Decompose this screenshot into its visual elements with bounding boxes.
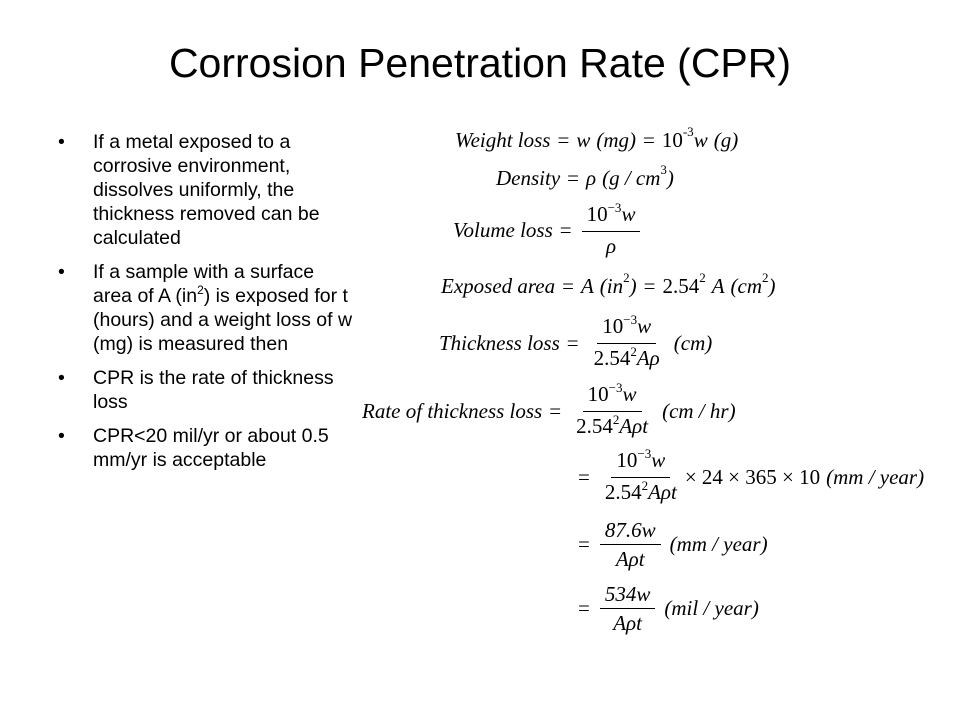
constant-conversion: 2.54 — [604, 480, 642, 504]
equals-sign: = — [559, 217, 572, 242]
bullet-superscript: 2 — [197, 282, 204, 297]
equals-sign: = — [578, 465, 590, 489]
fraction-denominator: Aρt — [615, 547, 645, 571]
constant-ten: 10 — [616, 448, 638, 472]
bullet-list — [58, 130, 358, 482]
exponent: −3 — [637, 446, 652, 461]
equals-sign: = — [557, 128, 570, 152]
fraction — [600, 518, 661, 571]
bullet-text: CPR<20 mil/yr or about 0.5 mm/yr is acceptable — [93, 425, 329, 471]
equation-volume-loss — [453, 202, 643, 258]
variable-A: A — [580, 274, 594, 298]
equation-mil-per-year — [571, 582, 759, 635]
denominator-variables: Aρ — [636, 346, 660, 370]
constant-ten: 10 — [586, 202, 608, 226]
bullet-marker: • — [58, 131, 65, 153]
fraction-numerator — [597, 314, 656, 344]
equation-mm-per-year — [571, 518, 768, 571]
unit-mg: (mg) — [596, 128, 636, 152]
unit-cm: (cm) — [673, 331, 713, 355]
equation-lhs: Exposed area — [441, 274, 556, 298]
variable-w: w — [637, 314, 652, 338]
bullet-item — [58, 424, 358, 472]
exponent: 2 — [612, 412, 620, 427]
variable-w: w — [651, 448, 666, 472]
unit-density-close: ) — [666, 166, 674, 190]
denominator-variables: Aρt — [619, 414, 649, 438]
constant-conversion: 2.54 — [593, 346, 631, 370]
variable-w: w — [621, 202, 636, 226]
fraction — [600, 582, 656, 635]
equation-lhs: Density — [496, 166, 561, 190]
conversion-factor: × 24 × 365 × 10 — [684, 465, 821, 489]
bullet-text: CPR is the rate of thickness loss — [93, 367, 334, 413]
equation-mm-per-year-expanded — [571, 448, 924, 507]
fraction — [571, 382, 653, 441]
unit-mil-per-year: (mil / year) — [664, 596, 759, 620]
equals-sign: = — [578, 596, 590, 620]
variable-w: w — [622, 382, 637, 406]
bullet-item — [58, 260, 358, 356]
fraction-numerator — [583, 382, 642, 412]
unit-mm-per-year: (mm / year) — [669, 532, 768, 556]
fraction-numerator — [582, 202, 641, 232]
equals-sign: = — [549, 399, 562, 423]
fraction — [600, 448, 682, 507]
equals-sign: = — [578, 532, 590, 556]
equation-thickness-loss — [439, 314, 712, 373]
bullet-marker: • — [58, 261, 65, 283]
exponent: 3 — [660, 161, 667, 177]
bullet-item — [58, 366, 358, 414]
unit-g: (g) — [713, 128, 739, 152]
equals-sign: = — [643, 128, 655, 152]
fraction-denominator — [600, 478, 682, 507]
unit-cm-per-hr: (cm / hr) — [662, 399, 736, 423]
exponent: 2 — [630, 344, 637, 359]
equation-lhs: Thickness loss — [439, 331, 560, 355]
fraction-numerator: 534w — [600, 582, 656, 609]
equals-sign: = — [567, 166, 579, 190]
denominator-variables: Aρt — [648, 480, 677, 504]
exponent: 2 — [762, 269, 769, 285]
equation-lhs: Weight loss — [455, 128, 551, 152]
fraction — [582, 202, 641, 258]
bullet-text — [93, 260, 358, 356]
bullet-marker: • — [58, 425, 65, 447]
equals-sign: = — [566, 331, 579, 355]
bullet-text-part: If a sample with a surface area of A (in — [93, 261, 315, 307]
unit-in-open: (in — [599, 274, 624, 298]
exponent: -3 — [682, 123, 694, 139]
constant-conversion: 2.54 — [576, 414, 613, 438]
bullet-text-part: ) is exposed for t (hours) and a weight loss of w (mg) is measured then — [93, 285, 353, 355]
bullet-text: If a metal exposed to a corrosive environment, dissolves uniformly, the thickness removed can be calculated — [93, 131, 320, 249]
exponent: 2 — [623, 269, 630, 285]
equation-lhs: Rate of thickness loss — [362, 399, 543, 423]
constant-ten: 10 — [602, 314, 624, 338]
unit-density-open: (g / cm — [602, 166, 661, 190]
fraction-denominator: ρ — [605, 234, 617, 258]
bullet-marker: • — [58, 367, 65, 389]
unit-in-close: ) — [629, 274, 637, 298]
equation-weight-loss — [455, 123, 739, 153]
exponent: 2 — [699, 269, 706, 285]
unit-mm-per-year: (mm / year) — [826, 465, 925, 489]
unit-cm-close: ) — [768, 274, 776, 298]
equation-density — [496, 161, 674, 191]
fraction — [589, 314, 665, 373]
exponent: −3 — [607, 200, 622, 215]
variable-rho: ρ — [586, 166, 597, 190]
fraction-numerator: 87.6w — [600, 518, 661, 545]
variable-w: w — [693, 128, 708, 152]
unit-cm-open: (cm — [730, 274, 763, 298]
equation-rate-of-thickness-loss — [362, 382, 736, 441]
fraction-numerator — [611, 448, 670, 478]
fraction-denominator: Aρt — [613, 611, 642, 635]
constant-ten: 10 — [587, 382, 609, 406]
exponent: 2 — [641, 478, 649, 493]
equation-exposed-area — [441, 269, 776, 299]
equals-sign: = — [562, 274, 574, 298]
exponent: −3 — [623, 312, 638, 327]
variable-A: A — [711, 274, 725, 298]
exponent: −3 — [608, 380, 623, 395]
equals-sign: = — [643, 274, 656, 298]
constant-conversion: 2.54 — [662, 274, 700, 298]
fraction-denominator — [571, 412, 653, 441]
equation-lhs: Volume loss — [453, 217, 553, 242]
fraction-denominator — [589, 344, 665, 373]
slide-title: Corrosion Penetration Rate (CPR) — [168, 40, 792, 86]
bullet-item — [58, 130, 358, 250]
variable-w: w — [576, 128, 591, 152]
constant-ten: 10 — [661, 128, 683, 152]
